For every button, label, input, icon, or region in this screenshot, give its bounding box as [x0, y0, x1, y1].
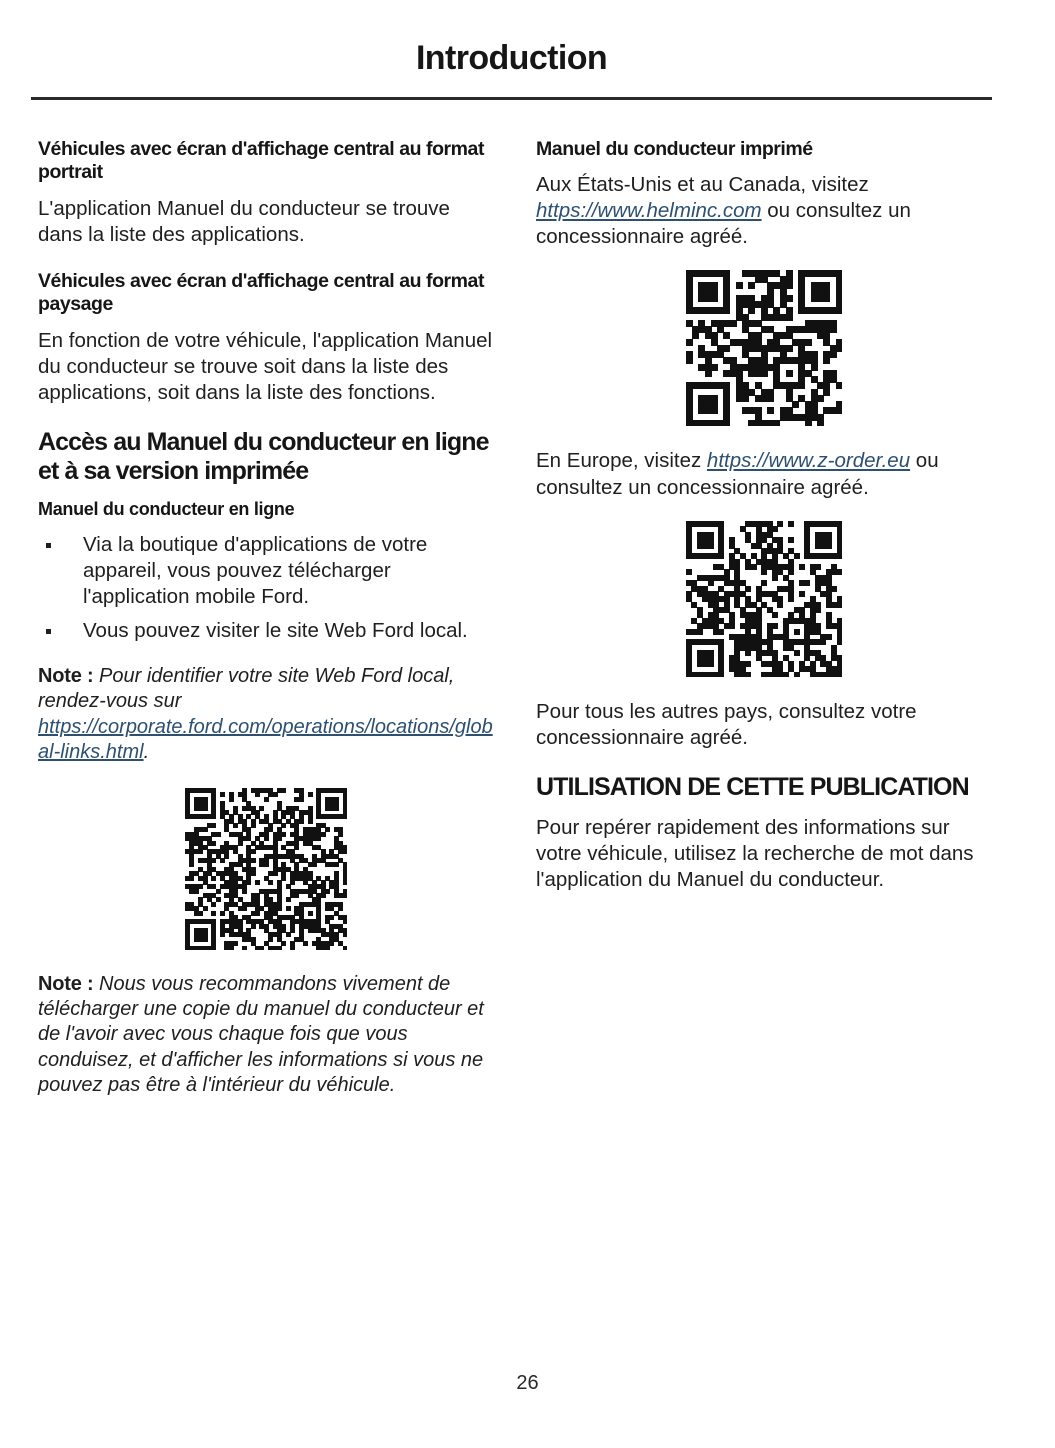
qr-code-z-order-wrapper	[536, 521, 991, 677]
qr-code-helminc	[686, 270, 842, 426]
note-download-recommendation	[38, 972, 493, 1099]
online-manual-bullet-list	[38, 532, 493, 644]
note-text-after: .	[143, 741, 150, 764]
page-number: 26	[516, 1372, 539, 1394]
list-item-text: Via la boutique d'applications de votre appareil, vous pouvez télécharger l'application mobile Ford.	[83, 532, 428, 608]
paragraph-text-before: En Europe, visitez	[536, 449, 707, 473]
paragraph-using-this-publication: Pour repérer rapidement des informations sur votre véhicule, utilisez la recherche de mot dans l'application du Manuel du conducteur.	[536, 815, 974, 891]
page-title: Introduction	[415, 39, 608, 77]
heading-landscape-display: Véhicules avec écran d'affichage central au format paysage	[38, 269, 484, 316]
heading-access-owners-manual: Accès au Manuel du conducteur en ligne et à sa version imprimée	[38, 427, 489, 485]
note-text-before: Pour identifier votre site Web Ford local, rendez-vous sur	[38, 664, 455, 713]
heading-using-this-publication: UTILISATION DE CETTE PUBLICATION	[536, 772, 969, 801]
paragraph-other-countries: Pour tous les autres pays, consultez votre concessionnaire agréé.	[536, 699, 917, 749]
qr-code-ford-global-links	[185, 788, 347, 950]
qr-code-z-order	[686, 521, 842, 677]
note-label: Note :	[38, 664, 94, 687]
paragraph-europe	[536, 448, 991, 500]
paragraph-landscape-display: En fonction de votre véhicule, l'application Manuel du conducteur se trouve soit dans la liste des applications, soit dans la liste des fonctions.	[38, 328, 493, 404]
left-column	[38, 138, 493, 1120]
note-text: Nous vous recommandons vivement de télécharger une copie du manuel du conducteur et de l'avoir avec vous chaque fois que vous conduisez, et d'afficher les informations si vous ne pouvez pas être à l'intérieur du véhicule.	[38, 972, 484, 1097]
list-item-text: Vous pouvez visiter le site Web Ford local.	[83, 618, 468, 642]
paragraph-us-canada	[536, 172, 991, 250]
link-helminc[interactable]: https://www.helminc.com	[536, 199, 762, 223]
list-item	[38, 618, 493, 644]
paragraph-portrait-display: L'application Manuel du conducteur se trouve dans la liste des applications.	[38, 196, 450, 246]
qr-code-ford-global-links-wrapper	[38, 788, 493, 950]
header-divider	[31, 97, 992, 100]
heading-online-owners-manual: Manuel du conducteur en ligne	[38, 499, 295, 520]
paragraph-text-after: ou consultez un concessionnaire agréé.	[536, 199, 911, 249]
note-label: Note :	[38, 972, 94, 995]
right-column	[536, 138, 991, 915]
heading-portrait-display: Véhicules avec écran d'affichage central au format portrait	[38, 138, 484, 184]
link-ford-global-links[interactable]: https://corporate.ford.com/operations/locations/global-links.html	[38, 715, 493, 764]
link-z-order[interactable]: https://www.z-order.eu	[706, 449, 911, 473]
page-footer	[0, 1372, 1055, 1395]
qr-code-helminc-wrapper	[536, 270, 991, 426]
note-local-ford-site	[38, 664, 493, 766]
page-header	[31, 40, 992, 77]
paragraph-text-before: Aux États-Unis et au Canada, visitez	[536, 173, 869, 197]
heading-printed-owners-manual: Manuel du conducteur imprimé	[536, 138, 813, 160]
paragraph-text-after: ou consultez un concessionnaire agréé.	[536, 449, 939, 499]
list-item	[38, 532, 493, 610]
